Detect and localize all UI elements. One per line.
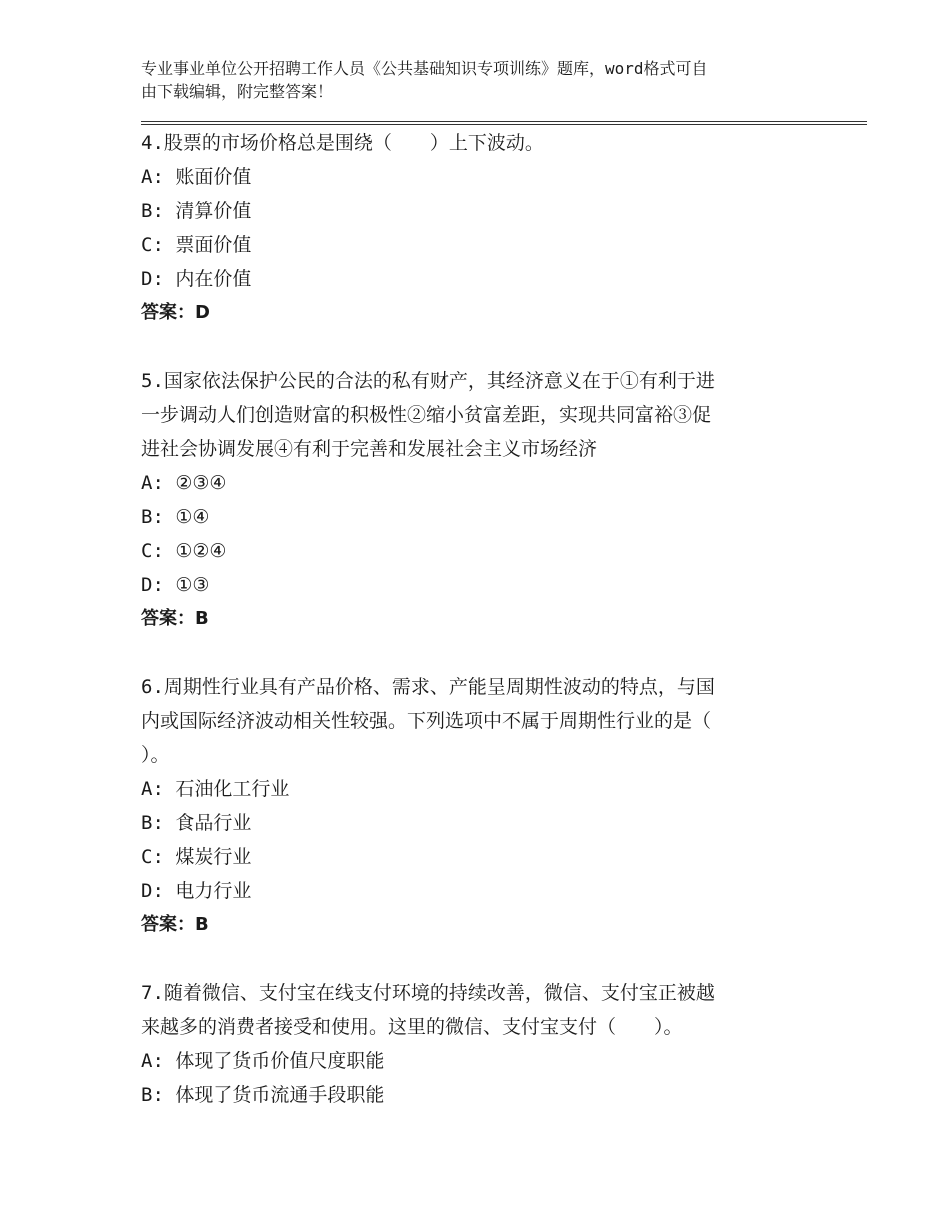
answer-label: 答案：B [141,608,209,629]
option-b: B: 体现了货币流通手段职能 [141,1084,385,1106]
option-d: D: 内在价值 [141,268,252,290]
document-header [141,57,867,103]
option-a: A: ②③④ [141,472,227,494]
question-stem: 一步调动人们创造财富的积极性②缩小贫富差距，实现共同富裕③促 [141,404,712,426]
answer-label: 答案：B [141,914,209,935]
question-stem: 4.股票的市场价格总是围绕（ ）上下波动。 [141,132,544,154]
question-stem: 进社会协调发展④有利于完善和发展社会主义市场经济 [141,438,598,460]
question-7 [141,976,867,1112]
question-spacer [141,942,867,976]
option-c: C: 煤炭行业 [141,846,252,868]
question-4 [141,126,867,330]
header-line-2: 由下载编辑，附完整答案！ [141,82,334,101]
question-spacer [141,636,867,670]
option-a: A: 石油化工行业 [141,778,290,800]
answer-label: 答案：D [141,302,210,323]
question-stem: 5.国家依法保护公民的合法的私有财产，其经济意义在于①有利于进 [141,370,715,392]
header-line-1: 专业事业单位公开招聘工作人员《公共基础知识专项训练》题库，word格式可自 [141,59,708,78]
question-list [141,126,867,1112]
question-stem: 6.周期性行业具有产品价格、需求、产能呈周期性波动的特点，与国 [141,676,715,698]
question-stem: ）。 [141,744,170,766]
header-rule-top [141,121,867,122]
option-b: B: 清算价值 [141,200,252,222]
question-5 [141,364,867,636]
option-d: D: 电力行业 [141,880,252,902]
option-b: B: 食品行业 [141,812,252,834]
question-spacer [141,330,867,364]
option-c: C: ①②④ [141,540,227,562]
option-c: C: 票面价值 [141,234,252,256]
option-b: B: ①④ [141,506,210,528]
header-rule-bottom [141,124,867,125]
question-stem: 来越多的消费者接受和使用。这里的微信、支付宝支付（ ）。 [141,1016,683,1038]
option-a: A: 体现了货币价值尺度职能 [141,1050,385,1072]
option-a: A: 账面价值 [141,166,252,188]
question-6 [141,670,867,942]
question-stem: 内或国际经济波动相关性较强。下列选项中不属于周期性行业的是（ [141,710,712,732]
option-d: D: ①③ [141,574,210,596]
question-stem: 7.随着微信、支付宝在线支付环境的持续改善，微信、支付宝正被越 [141,982,715,1004]
